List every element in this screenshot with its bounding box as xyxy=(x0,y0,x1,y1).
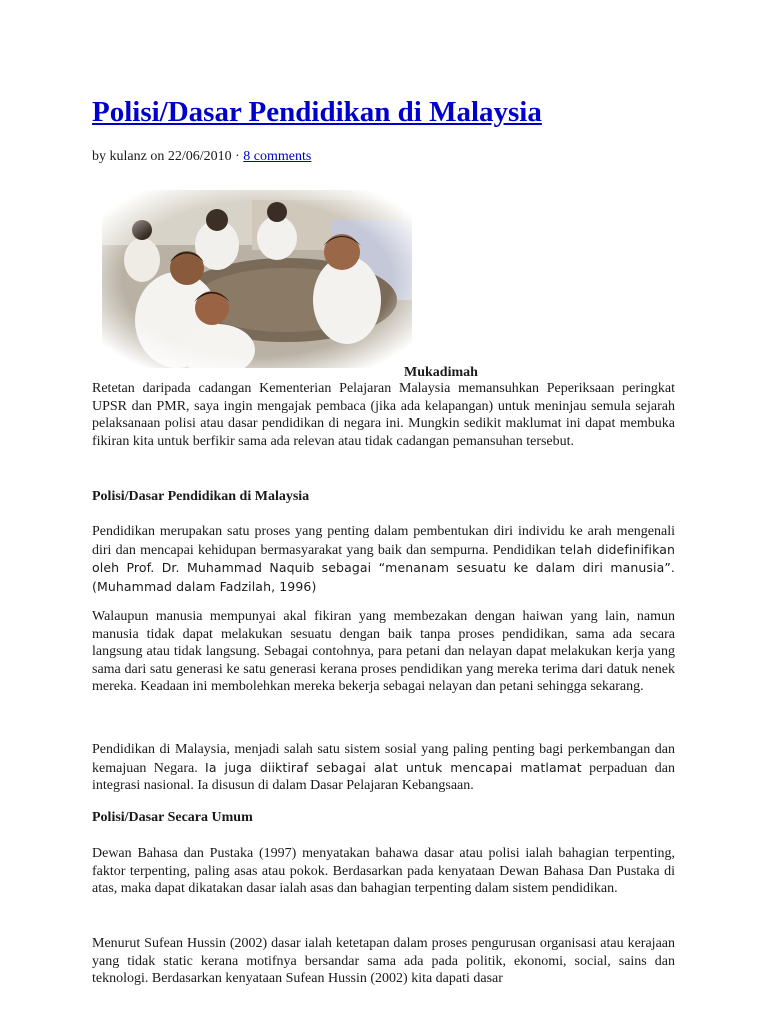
paragraph-text: Pendidikan merupakan satu proses yang penting dalam pembentukan diri individu ke arah mengenali diri dan mencapai kehidupan bermasyarakat yang baik dan sempurna. Pendidikan xyxy=(92,524,675,558)
byline-text: by kulanz on 22/06/2010 · xyxy=(92,149,244,164)
paragraph-education-definition xyxy=(92,523,675,596)
comments-link[interactable]: 8 comments xyxy=(243,149,312,164)
paragraph-malaysia-education xyxy=(92,741,675,795)
paragraph-sufean-definition: Menurut Sufean Hussin (2002) dasar ialah ketetapan dalam proses pengurusan organisasi atau kerajaan yang tidak static kerana motifnya bersandar sama ada pada politik, ekonomi, social, sains dan teknologi. Berdasarkan kenyataan Sufean Hussin (2002) kita dapati dasar xyxy=(92,936,675,986)
paragraph-text-tail: perpaduan dan integrasi nasional. Ia disusun di dalam Dasar Pelajaran Kebangsaan. xyxy=(92,760,675,793)
quoted-definition: telah didefinifikan oleh Prof. Dr. Muhammad Naquib sebagai “menanam sesuatu ke dalam diri manusia”. (Muhammad dalam Fadzilah, 1996) xyxy=(92,541,675,594)
section-heading-general-policy: Polisi/Dasar Secara Umum xyxy=(92,810,253,825)
paragraph-human-reason: Walaupun manusia mempunyai akal fikiran yang membezakan dengan haiwan yang lain, namun manusia tidak dapat melakukan sesuatu dengan baik tanpa proses pendidikan, sama ada secara langsung atau tidak langsung. Sebagai contohnya, para petani dan nelayan dapat melakukan kerja yang sama dari satu generasi ke satu generasi kerana proses pendidikan yang mereka terima dari datuk nenek mereka. Keadaan ini membolehkan mereka bekerja sebagai nelayan dan petani sehingga sekarang. xyxy=(92,609,675,694)
intro-heading: Mukadimah xyxy=(404,365,478,380)
classroom-photo xyxy=(102,190,412,368)
article-title[interactable]: Polisi/Dasar Pendidikan di Malaysia xyxy=(92,96,542,128)
paragraph-intro: Retetan daripada cadangan Kementerian Pelajaran Malaysia memansuhkan Peperiksaan peringkat UPSR dan PMR, saya ingin mengajak pembaca (jika ada kelapangan) untuk meninjau semula sejarah pelaksanaan polisi atau dasar pendidikan di negara ini. Mungkin sedikit maklumat ini dapat membuka fikiran kita untuk berfikir sama ada relevan atau tidak cadangan pemansuhan tersebut. xyxy=(92,381,675,449)
paragraph-text: Pendidikan di Malaysia, menjadi salah satu sistem sosial yang paling penting bagi perkembangan dan kemajuan Negara. xyxy=(92,742,675,776)
paragraph-dbp-definition: Dewan Bahasa dan Pustaka (1997) menyatakan bahawa dasar atau polisi ialah bahagian terpenting, faktor terpenting, paling asas atau pokok. Berdasarkan pada kenyataan Dewan Bahasa Dan Pustaka di atas, maka dapat dikatakan dasar ialah asas dan bahagian terpenting dalam sistem pendidikan. xyxy=(92,846,675,896)
article-byline xyxy=(92,148,311,166)
section-heading-education-policy: Polisi/Dasar Pendidikan di Malaysia xyxy=(92,489,310,504)
paragraph-sans-text: Ia juga diiktiraf sebagai alat untuk mencapai matlamat xyxy=(205,759,582,775)
